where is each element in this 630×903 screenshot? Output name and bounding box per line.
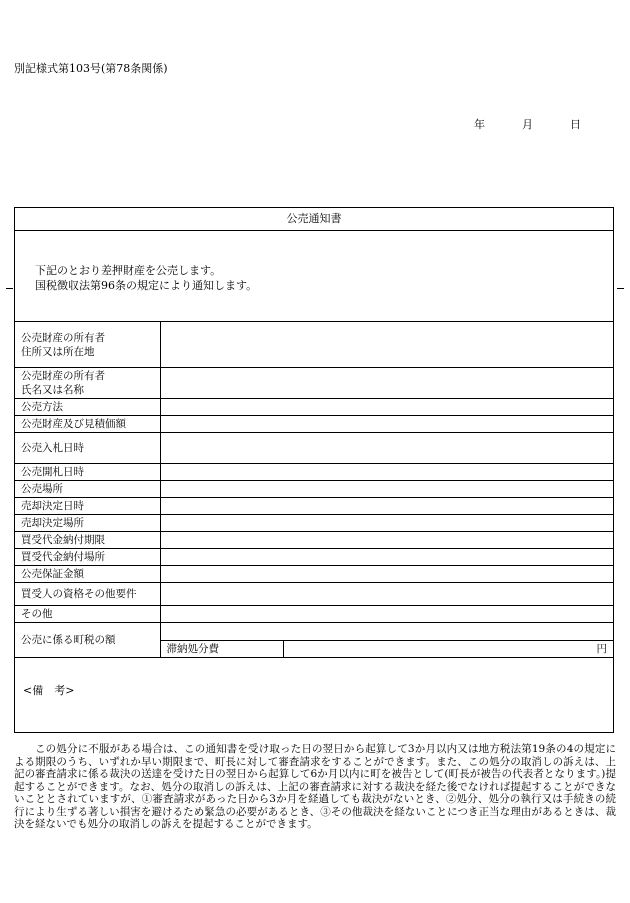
row-label [15,322,160,368]
row-label-line: 公売財産の所有者 [21,370,105,382]
row-label-line: 買受代金納付期限 [21,534,105,546]
tax-subrow [161,640,614,657]
row-value-field[interactable] [160,416,613,433]
row-label-line: 買受人の資格その他要件 [21,588,137,600]
table-row [15,566,613,583]
appeal-notice-text: この処分に不服がある場合は、この通知書を受け取った日の翌日から起算して3か月以内又は地方税法第19条の4の規定による期限のうち、いずれか早い期限まで、町長に対して審査請求をすることができます。また、この処分の取消しの訴えは、上記の審査請求に係る裁決の送達を受けた日の翌日から起算して6か月以内に町を被告として(町長が被告の代表者となります。)提起することができます。なお、処分の取消しの訴えは、上記の審査請求に対する裁決を経た後でなければ提起することができないこととされていますが、①審査請求があった日から3か月を経過しても裁決がないとき、②処分、処分の執行又は手続きの続行により生ずる著しい損害を避けるため緊急の必要があるとき、③その他裁決を経ないことにつき正当な理由があるときは、裁決を経ないでも処分の取消しの訴えを提起することができます。 [14,743,616,830]
table-row [15,416,613,433]
row-label [15,416,160,433]
intro-text [35,263,257,293]
date-year-label: 年 [474,118,485,131]
row-label [15,515,160,532]
row-label-line: 公売入札日時 [21,442,84,454]
row-value-field[interactable] [160,481,613,498]
row-value-field[interactable] [160,532,613,549]
row-label [15,566,160,583]
delinquency-fee-amount-field[interactable] [284,641,594,657]
row-label-line: 公売開札日時 [21,466,84,478]
row-label-line: 公売財産及び見積価額 [21,418,126,430]
row-label [15,549,160,566]
row-label [15,399,160,416]
row-label [15,623,160,658]
table-row [15,433,613,464]
table-row [15,532,613,549]
form-number-label: 別記様式第103号(第78条関係) [14,62,168,75]
row-value-field[interactable] [160,322,613,368]
auction-details-table [15,321,613,658]
table-row [15,515,613,532]
row-label-line: 公売に係る町税の額 [21,634,116,646]
intro-line-1: 下記のとおり差押財産を公売します。 [35,264,222,277]
row-value-field[interactable] [160,464,613,481]
table-row [15,481,613,498]
yen-unit-label: 円 [596,643,607,655]
delinquency-fee-label: 滞納処分費 [167,641,284,657]
right-margin-tick [617,288,624,289]
row-label [15,368,160,399]
row-value-field[interactable] [160,433,613,464]
row-label-line: 住所又は所在地 [21,345,95,358]
row-label [15,583,160,606]
row-label [15,481,160,498]
table-row [15,322,613,368]
row-label [15,498,160,515]
table-row [15,368,613,399]
date-day-label: 日 [570,118,581,131]
row-value-field[interactable] [160,566,613,583]
table-row [15,583,613,606]
table-row [15,623,613,658]
table-row [15,464,613,481]
row-value-field[interactable] [160,368,613,399]
row-label [15,532,160,549]
left-margin-tick [6,288,13,289]
remarks-label: <備 考> [23,684,75,697]
table-row [15,399,613,416]
row-label [15,606,160,623]
row-label-line: 売却決定場所 [21,517,84,529]
row-label-line: 氏名又は名称 [21,384,84,396]
intro-line-2: 国税徴収法第96条の規定により通知します。 [35,279,258,292]
row-label-line: 公売場所 [21,483,63,495]
row-value-field[interactable] [160,515,613,532]
notice-form-frame [14,207,614,733]
date-month-label: 月 [522,118,533,131]
row-value-field[interactable] [160,399,613,416]
row-value-field[interactable] [160,606,613,623]
row-value-field[interactable] [160,498,613,515]
row-value-field[interactable] [160,623,613,658]
row-label-line: 買受代金納付場所 [21,551,105,563]
row-label-line: 売却決定日時 [21,500,84,512]
row-value-field[interactable] [160,583,613,606]
row-label-line: 公売財産の所有者 [21,331,105,344]
row-label [15,464,160,481]
row-label-line: 公売方法 [21,401,63,413]
table-row [15,549,613,566]
row-label-line: その他 [21,608,53,620]
row-label-line: 公売保証金額 [21,568,84,580]
form-title: 公売通知書 [15,208,613,231]
row-value-field[interactable] [160,549,613,566]
table-row [15,498,613,515]
row-label [15,433,160,464]
table-row [15,606,613,623]
